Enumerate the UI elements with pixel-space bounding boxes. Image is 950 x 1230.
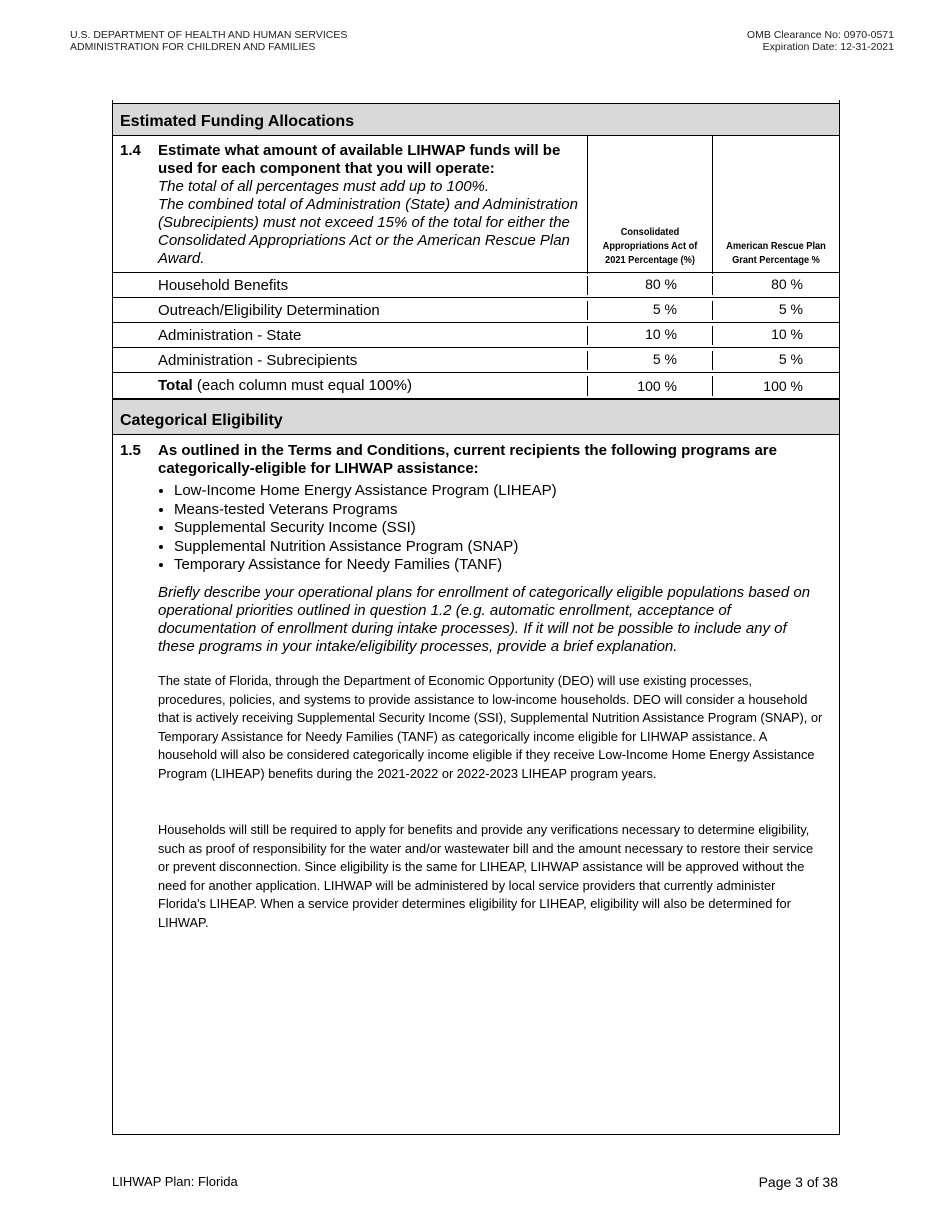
question-note: The total of all percentages must add up to 100%.: [158, 178, 490, 195]
section-funding-title: Estimated Funding Allocations: [113, 103, 839, 136]
total-label: Total: [158, 377, 193, 394]
agency-line: U.S. DEPARTMENT OF HEALTH AND HUMAN SERVICES: [70, 29, 348, 41]
response-paragraph[interactable]: The state of Florida, through the Department of Economic Opportunity (DEO) will use existing processes, procedures, policies, and systems to provide assistance to low-income households. DEO will consider a household that is actively receiving Supplemental Security Income (SSI), Supplemental Nutrition Assistance Program (SNAP), or Temporary Assistance for Needy Families (TANF) as categorically income eligible for LIHWAP assistance. A household will also be considered categorically income eligible if they receive Low-Income Home Energy Assistance Program (LIHEAP) benefits during the 2021-2022 or 2022-2023 LIHEAP program years.: [158, 673, 823, 781]
expiration-date: Expiration Date: 12-31-2021: [762, 41, 894, 53]
list-item: • Supplemental Nutrition Assistance Program (SNAP): [174, 538, 557, 557]
caa-percent[interactable]: 80: [645, 276, 661, 292]
arp-percent[interactable]: 5: [778, 301, 787, 317]
page-number: Page 3 of 38: [758, 1174, 838, 1190]
col-header-arp: American Rescue Plan Grant Percentage %: [726, 240, 826, 266]
question-note: The combined total of Administration (State) and Administration (Subrecipients) must not exceed 15% of the total for either the Consolidated Appropriations Act or the American Rescue Plan Award.: [158, 196, 578, 267]
caa-percent[interactable]: 5: [652, 351, 661, 367]
total-caa[interactable]: 100: [637, 378, 661, 394]
arp-percent[interactable]: 10: [771, 326, 787, 342]
section-eligibility-title: Categorical Eligibility: [113, 399, 839, 435]
row-label: Household Benefits: [158, 277, 289, 294]
caa-percent[interactable]: 10: [645, 326, 661, 342]
list-item: • Supplemental Security Income (SSI): [174, 519, 557, 538]
row-label: Administration - Subrecipients: [158, 352, 358, 369]
question-1-4: [158, 142, 583, 268]
question-text: Estimate what amount of available LIHWAP funds will be used for each component that you will operate:: [158, 142, 561, 177]
omb-number: OMB Clearance No: 0970-0571: [746, 29, 894, 41]
total-note: (each column must equal 100%): [192, 377, 412, 394]
caa-percent[interactable]: 5: [652, 301, 661, 317]
table-row: Household Benefits 80 % 80 %: [113, 273, 839, 298]
table-row: Administration - Subrecipients 5 % 5 %: [113, 348, 839, 373]
question-1-5: As outlined in the Terms and Conditions, current recipients the following programs are categorically-eligible for LIHWAP assistance:: [158, 442, 777, 477]
question-number: 1.5: [120, 442, 141, 459]
row-label: Administration - State: [158, 327, 302, 344]
row-label: Outreach/Eligibility Determination: [158, 302, 380, 319]
total-arp[interactable]: 100: [763, 378, 787, 394]
question-number: 1.4: [120, 142, 141, 159]
omb-header: [747, 29, 894, 53]
table-row: Administration - State 10 % 10 %: [113, 323, 839, 348]
table-row-total: Total (each column must equal 100%) 100 % 100 %: [113, 373, 839, 399]
list-item: • Temporary Assistance for Needy Families (TANF): [174, 556, 557, 575]
agency-header: [70, 29, 347, 53]
list-item: • Low-Income Home Energy Assistance Program (LIHEAP): [174, 482, 557, 501]
response-paragraph[interactable]: Households will still be required to apply for benefits and provide any verifications necessary to determine eligibility, such as proof of responsibility for the water and/or wastewater bill and the amount necessary to restore their service or prevent disconnection. Since eligibility is the same for LIHEAP, LIHWAP assistance will be approved without the need for another application. LIHWAP will be administered by local service providers that currently administer Florida's LIHEAP. When a service provider determines eligibility for LIHEAP, eligibility will also be determined for LIHWAP.: [158, 822, 814, 930]
arp-percent[interactable]: 80: [771, 276, 787, 292]
form-box: [112, 100, 840, 1135]
list-item: • Means-tested Veterans Programs: [174, 501, 557, 520]
agency-line: ADMINISTRATION FOR CHILDREN AND FAMILIES: [70, 41, 316, 53]
program-list: [158, 482, 557, 575]
footer-plan: LIHWAP Plan: Florida: [112, 1174, 238, 1189]
table-row: Outreach/Eligibility Determination 5 % 5 %: [113, 298, 839, 323]
col-header-caa: Consolidated Appropriations Act of 2021 Percentage (%): [602, 226, 698, 266]
arp-percent[interactable]: 5: [778, 351, 787, 367]
prompt-text: Briefly describe your operational plans for enrollment of categorically eligible populations based on operational priorities outlined in question 1.2 (e.g. automatic enrollment, acceptance of documentation of enrollment during intake processes). If it will not be possible to include any of these programs in your intake/eligibility processes, provide a brief explanation.: [158, 584, 811, 655]
